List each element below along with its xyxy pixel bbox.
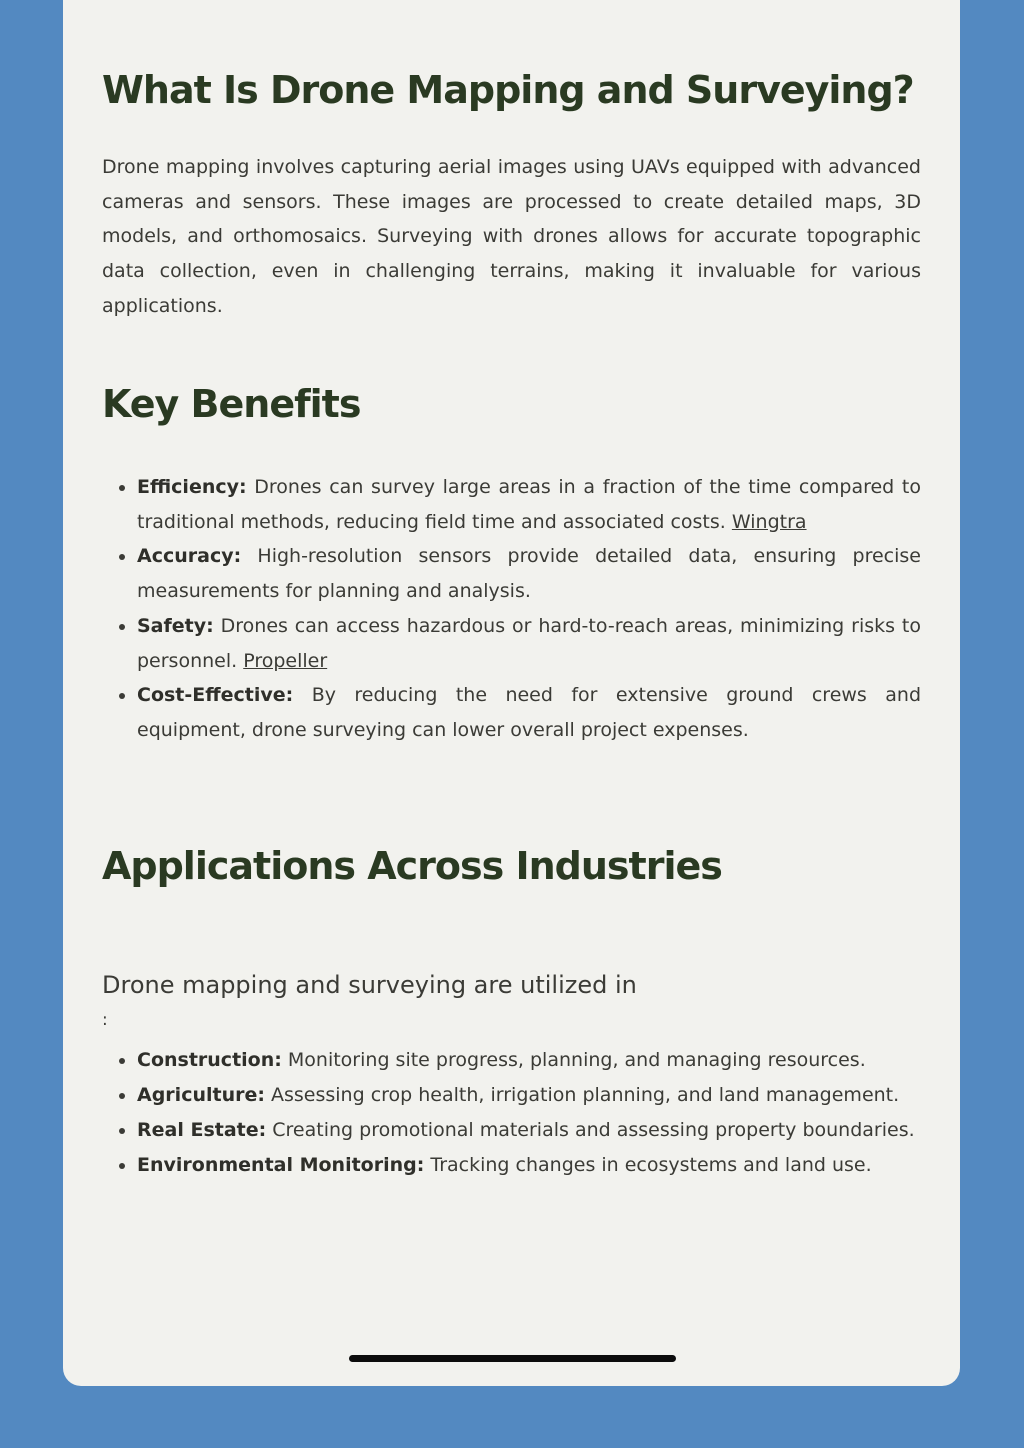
application-text: Monitoring site progress, planning, and managing resources. xyxy=(281,1049,866,1071)
application-term: Environmental Monitoring: xyxy=(137,1154,425,1176)
benefit-term: Efficiency: xyxy=(137,476,247,498)
applications-colon: : xyxy=(102,1010,108,1030)
intro-heading: What Is Drone Mapping and Surveying? xyxy=(102,68,914,112)
benefit-text: Drones can access hazardous or hard-to-reach areas, minimizing risks to personnel. xyxy=(137,614,921,672)
application-item-real-estate xyxy=(137,1113,921,1148)
application-text: Assessing crop health, irrigation planning, and land management. xyxy=(264,1084,900,1106)
propeller-link[interactable]: Propeller xyxy=(243,649,328,672)
benefit-item-efficiency xyxy=(137,470,921,539)
applications-list xyxy=(102,1043,921,1183)
benefit-item-cost-effective xyxy=(137,678,921,747)
benefit-text: Drones can survey large areas in a fraction of the time compared to traditional methods, reducing field time and associated costs. xyxy=(137,476,921,533)
wingtra-link[interactable]: Wingtra xyxy=(731,510,807,533)
benefits-heading: Key Benefits xyxy=(102,382,361,426)
benefits-list xyxy=(102,470,921,748)
application-item-agriculture xyxy=(137,1078,921,1113)
applications-intro: Drone mapping and surveying are utilized in xyxy=(102,971,637,999)
benefit-text: By reducing the need for extensive ground crews and equipment, drone surveying can lower overall project expenses. xyxy=(137,684,921,741)
content-card xyxy=(63,0,960,1386)
benefit-term: Cost-Effective: xyxy=(137,684,294,707)
application-term: Real Estate: xyxy=(137,1119,267,1141)
home-indicator[interactable] xyxy=(349,1355,676,1362)
applications-heading: Applications Across Industries xyxy=(102,844,722,888)
application-term: Agriculture: xyxy=(137,1084,265,1106)
application-term: Construction: xyxy=(137,1049,282,1071)
benefit-term: Accuracy: xyxy=(137,545,242,568)
intro-paragraph: Drone mapping involves capturing aerial images using UAVs equipped with advanced cameras and sensors. These images are processed to create detailed maps, 3D models, and orthomosaics. Surveying with drones allows for accurate topographic data collection, even in challenging terrains, making it invaluable for various applications. xyxy=(102,156,921,317)
application-item-environmental xyxy=(137,1148,921,1183)
benefit-item-safety xyxy=(137,609,921,678)
application-item-construction xyxy=(137,1043,921,1078)
benefit-text: High-resolution sensors provide detailed data, ensuring precise measurements for planning and analysis. xyxy=(137,545,921,603)
application-text: Tracking changes in ecosystems and land use. xyxy=(424,1154,872,1176)
benefit-item-accuracy xyxy=(137,539,921,608)
application-text: Creating promotional materials and assessing property boundaries. xyxy=(266,1119,915,1141)
benefit-term: Safety: xyxy=(137,614,214,637)
